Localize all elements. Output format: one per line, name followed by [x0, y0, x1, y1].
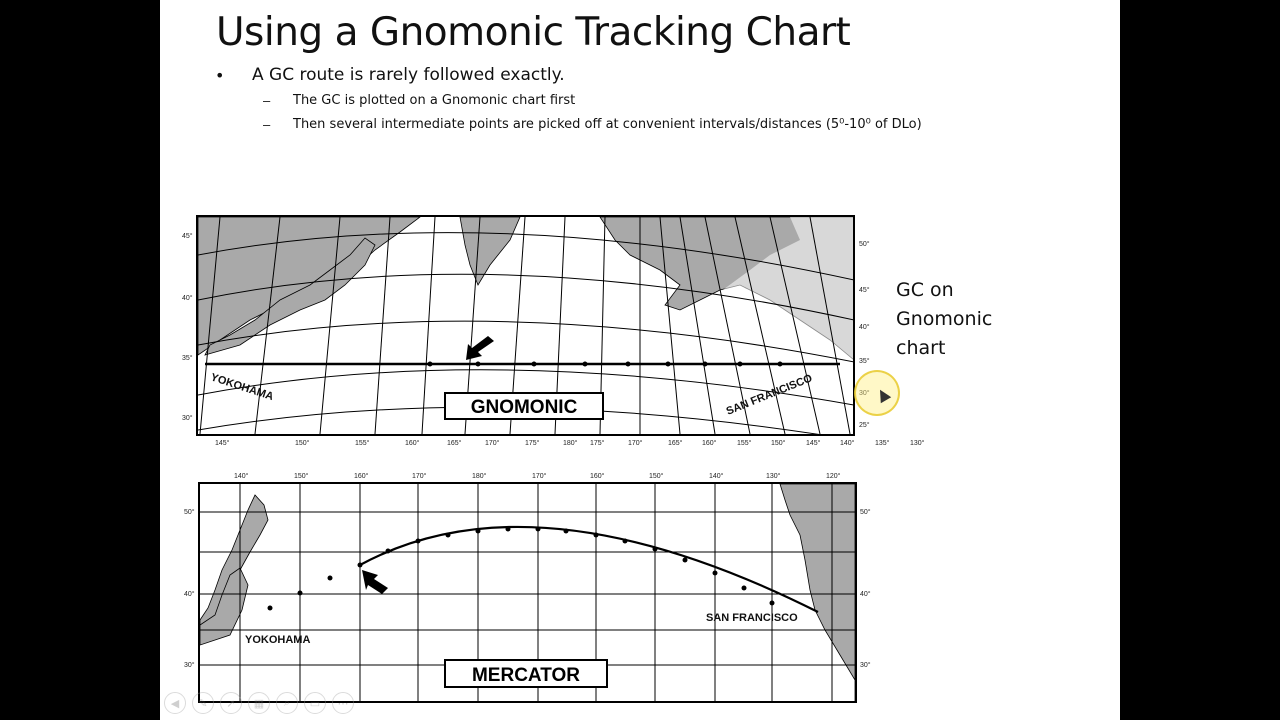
mercator-lat-left-labels — [184, 508, 195, 669]
sub-bullet-dash-1: – — [263, 93, 271, 108]
svg-text:30°: 30° — [859, 390, 870, 397]
gnomonic-label: GNOMONIC — [470, 397, 578, 418]
gnomonic-lon-label: 150° — [771, 440, 786, 447]
mercator-lon-label: 150° — [294, 473, 309, 480]
gnomonic-lon-label: 145° — [806, 440, 821, 447]
mercator-lon-label: 160° — [590, 473, 605, 480]
mercator-label: MERCATOR — [471, 665, 581, 686]
gnomonic-lat-left-labels — [182, 232, 193, 422]
mercator-lon-label: 130° — [766, 473, 781, 480]
gnomonic-place-yokohama: YOKOHAMA — [209, 371, 275, 404]
gnomonic-chart — [182, 216, 925, 447]
pen-icon[interactable]: ✎ — [192, 692, 214, 714]
svg-text:50°: 50° — [859, 241, 870, 248]
slide — [160, 0, 1120, 720]
sub-bullet-2: Then several intermediate points are picked off at convenient intervals/distances (5⁰-10⁰ of DLo) — [293, 117, 922, 132]
svg-text:40°: 40° — [860, 591, 871, 598]
svg-text:25°: 25° — [859, 422, 870, 429]
gnomonic-lon-label: 155° — [355, 440, 370, 447]
gnomonic-lon-label: 140° — [840, 440, 855, 447]
mercator-lon-label: 160° — [354, 473, 369, 480]
gnomonic-lon-label: 175° — [525, 440, 540, 447]
gnomonic-lon-label: 155° — [737, 440, 752, 447]
zoom-icon[interactable]: ⌕ — [276, 692, 298, 714]
gnomonic-lon-label: 160° — [702, 440, 717, 447]
more-icon[interactable]: ⋯ — [332, 692, 354, 714]
bullet-1: A GC route is rarely followed exactly. — [252, 65, 565, 85]
gnomonic-lon-label: 145° — [215, 440, 230, 447]
svg-text:35°: 35° — [859, 358, 870, 365]
video-icon[interactable]: ▭ — [304, 692, 326, 714]
svg-text:35°: 35° — [182, 355, 193, 362]
svg-text:50°: 50° — [184, 509, 195, 516]
gnomonic-lon-labels — [215, 439, 925, 447]
bullet-marker: • — [215, 66, 225, 85]
svg-text:30°: 30° — [184, 662, 195, 669]
sub-bullet-1: The GC is plotted on a Gnomonic chart first — [293, 93, 576, 108]
gnomonic-lon-label: 150° — [295, 440, 310, 447]
pointer-icon[interactable]: ➚ — [220, 692, 242, 714]
mercator-lon-label: 140° — [234, 473, 249, 480]
svg-text:50°: 50° — [860, 509, 871, 516]
mercator-lat-right-labels — [860, 508, 871, 669]
svg-text:40°: 40° — [182, 295, 193, 302]
mercator-lon-label: 120° — [826, 473, 841, 480]
side-label: GC on Gnomonic chart — [896, 279, 993, 359]
mercator-place-yokohama: YOKOHAMA — [245, 634, 311, 646]
slides-icon[interactable]: ▦ — [248, 692, 270, 714]
back-icon[interactable]: ◀ — [164, 692, 186, 714]
mercator-lon-label: 170° — [532, 473, 547, 480]
gnomonic-lon-label: 130° — [910, 440, 925, 447]
mercator-lon-label: 180° — [472, 473, 487, 480]
gnomonic-place-san-francisco: SAN FRANCISCO — [724, 372, 815, 418]
mercator-lon-labels — [234, 472, 841, 480]
gnomonic-lon-label: 165° — [447, 440, 462, 447]
gnomonic-lon-label: 170° — [628, 440, 643, 447]
sub-bullet-dash-2: – — [263, 117, 271, 132]
svg-text:45°: 45° — [859, 287, 870, 294]
mercator-lon-label: 150° — [649, 473, 664, 480]
gnomonic-lon-label: 180° — [563, 440, 578, 447]
mercator-lon-label: 140° — [709, 473, 724, 480]
svg-text:40°: 40° — [859, 324, 870, 331]
svg-text:45°: 45° — [182, 233, 193, 240]
mercator-lon-label: 170° — [412, 473, 427, 480]
gnomonic-lon-label: 160° — [405, 440, 420, 447]
svg-text:30°: 30° — [860, 662, 871, 669]
gnomonic-lon-label: 165° — [668, 440, 683, 447]
gnomonic-lon-label: 175° — [590, 440, 605, 447]
gnomonic-lon-label: 135° — [875, 440, 890, 447]
mercator-chart — [184, 472, 871, 702]
slide-title: Using a Gnomonic Tracking Chart — [216, 10, 851, 55]
mercator-place-san-francisco: SAN FRANCISCO — [706, 612, 798, 624]
gnomonic-lon-label: 170° — [485, 440, 500, 447]
svg-text:30°: 30° — [182, 415, 193, 422]
slideshow-toolbar — [164, 692, 354, 716]
svg-text:40°: 40° — [184, 591, 195, 598]
